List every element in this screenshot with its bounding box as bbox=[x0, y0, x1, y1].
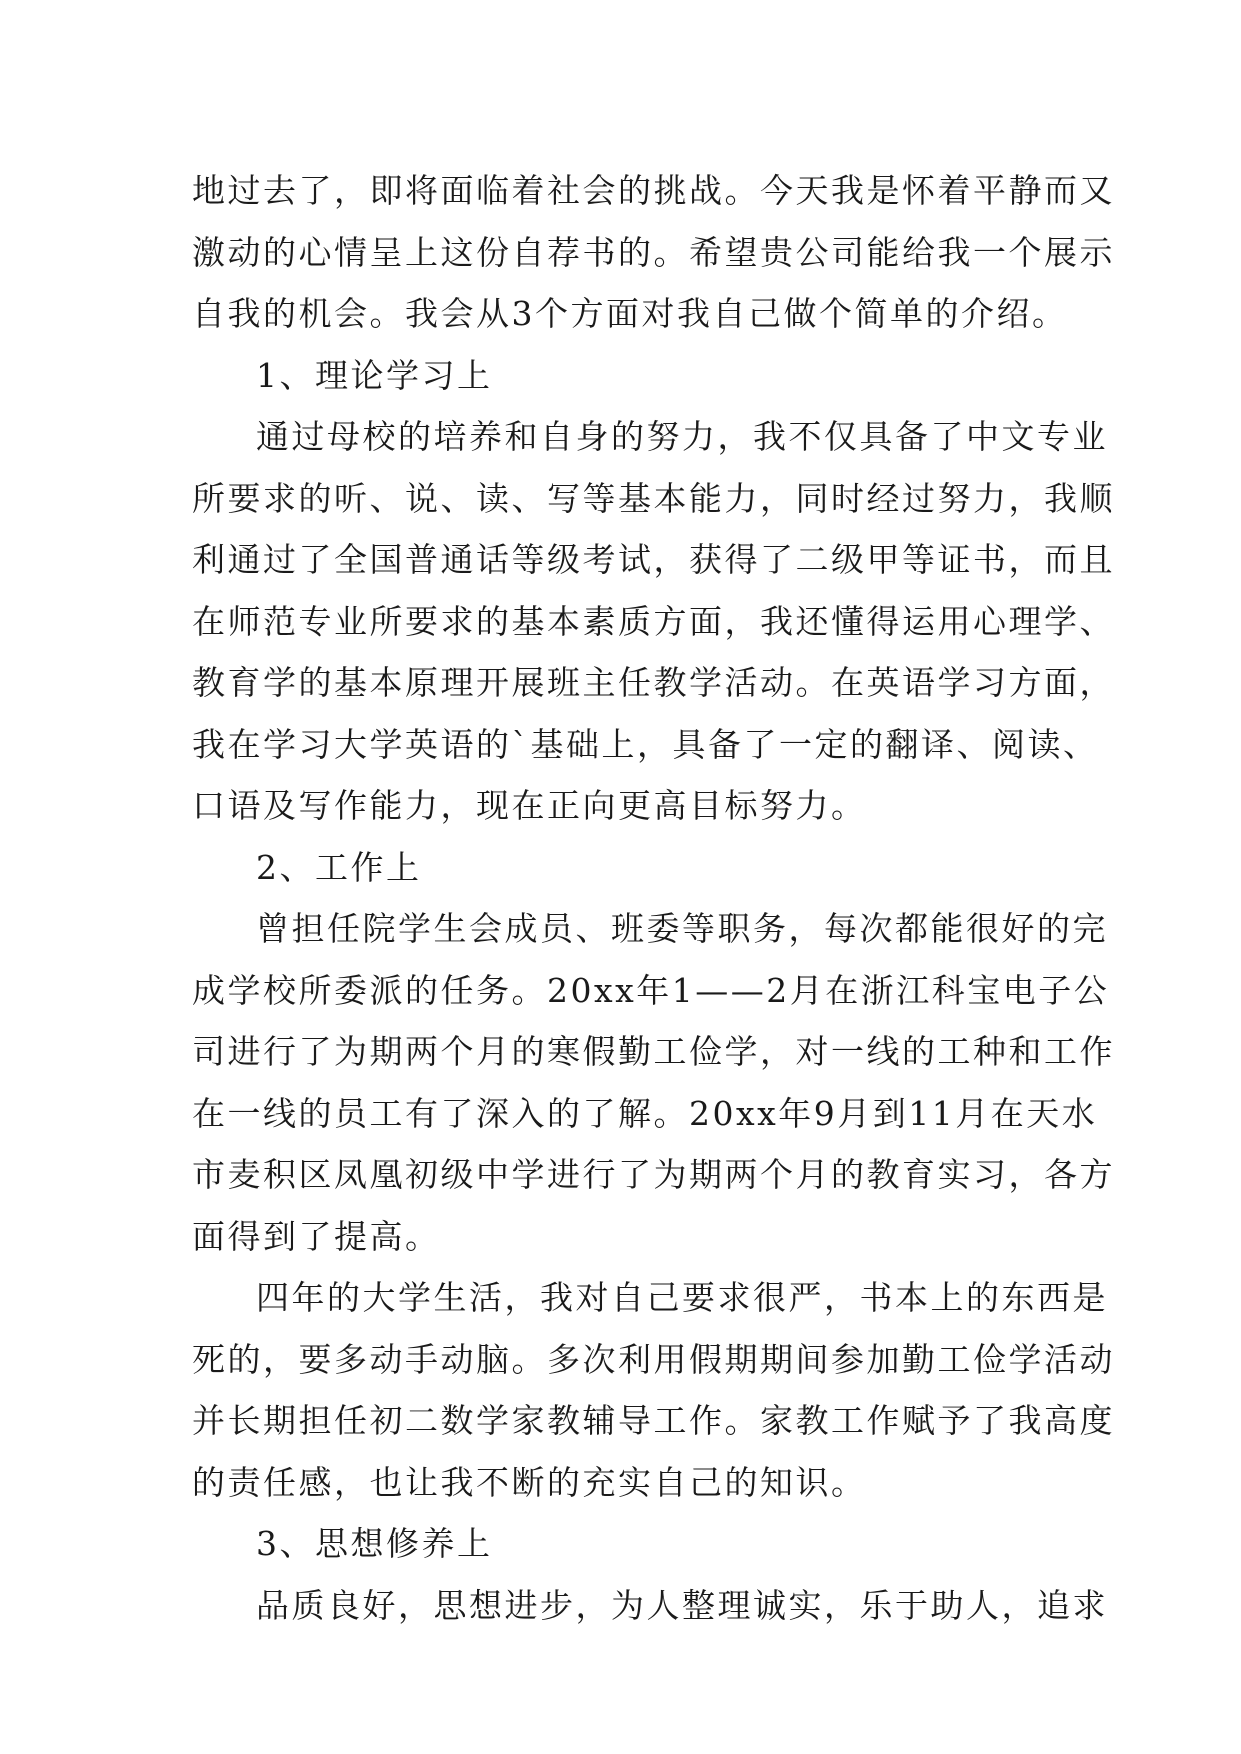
text-line: 口语及写作能力，现在正向更高目标努力。 bbox=[192, 786, 867, 825]
text-line: 的责任感，也让我不断的充实自己的知识。 bbox=[192, 1462, 867, 1502]
text-line: 面得到了提高。 bbox=[192, 1216, 441, 1256]
text-line: 我在学习大学英语的`基础上，具备了一定的翻译、阅读、 bbox=[192, 724, 1099, 764]
text-line: 并长期担任初二数学家教辅导工作。家教工作赋予了我高度 bbox=[192, 1401, 1115, 1440]
section-heading: 1、理论学习上 bbox=[256, 355, 493, 395]
paragraph-first-line: 通过母校的培养和自身的努力，我不仅具备了中文专业 bbox=[256, 417, 1108, 456]
text-line: 教育学的基本原理开展班主任教学活动。在英语学习方面， bbox=[192, 663, 1115, 702]
text-line: 在一线的员工有了深入的了解。20xx年9月到11月在天水 bbox=[192, 1093, 1098, 1133]
text-line: 死的，要多动手动脑。多次利用假期期间参加勤工俭学活动 bbox=[192, 1339, 1115, 1379]
paragraph-first-line: 曾担任院学生会成员、班委等职务，每次都能很好的完 bbox=[256, 909, 1108, 948]
section-heading: 3、思想修养上 bbox=[256, 1524, 493, 1563]
section-heading: 2、工作上 bbox=[256, 847, 422, 887]
document-body bbox=[192, 160, 1115, 1636]
text-line: 所要求的听、说、读、写等基本能力，同时经过努力，我顺 bbox=[192, 478, 1115, 518]
text-line: 在师范专业所要求的基本素质方面，我还懂得运用心理学、 bbox=[192, 601, 1115, 641]
text-line: 自我的机会。我会从3个方面对我自己做个简单的介绍。 bbox=[192, 294, 1068, 333]
text-line: 成学校所委派的任务。20xx年1——2月在浙江科宝电子公 bbox=[192, 970, 1110, 1010]
text-line: 利通过了全国普通话等级考试，获得了二级甲等证书，而且 bbox=[192, 540, 1115, 579]
text-line: 市麦积区凤凰初级中学进行了为期两个月的教育实习，各方 bbox=[192, 1155, 1115, 1194]
text-line: 地过去了，即将面临着社会的挑战。今天我是怀着平静而又 bbox=[192, 171, 1115, 210]
paragraph-first-line: 品质良好，思想进步，为人整理诚实，乐于助人，追求 bbox=[256, 1585, 1108, 1625]
paragraph-first-line: 四年的大学生活，我对自己要求很严，书本上的东西是 bbox=[256, 1278, 1108, 1317]
text-line: 司进行了为期两个月的寒假勤工俭学，对一线的工种和工作 bbox=[192, 1032, 1115, 1071]
text-line: 激动的心情呈上这份自荐书的。希望贵公司能给我一个展示 bbox=[192, 232, 1115, 272]
